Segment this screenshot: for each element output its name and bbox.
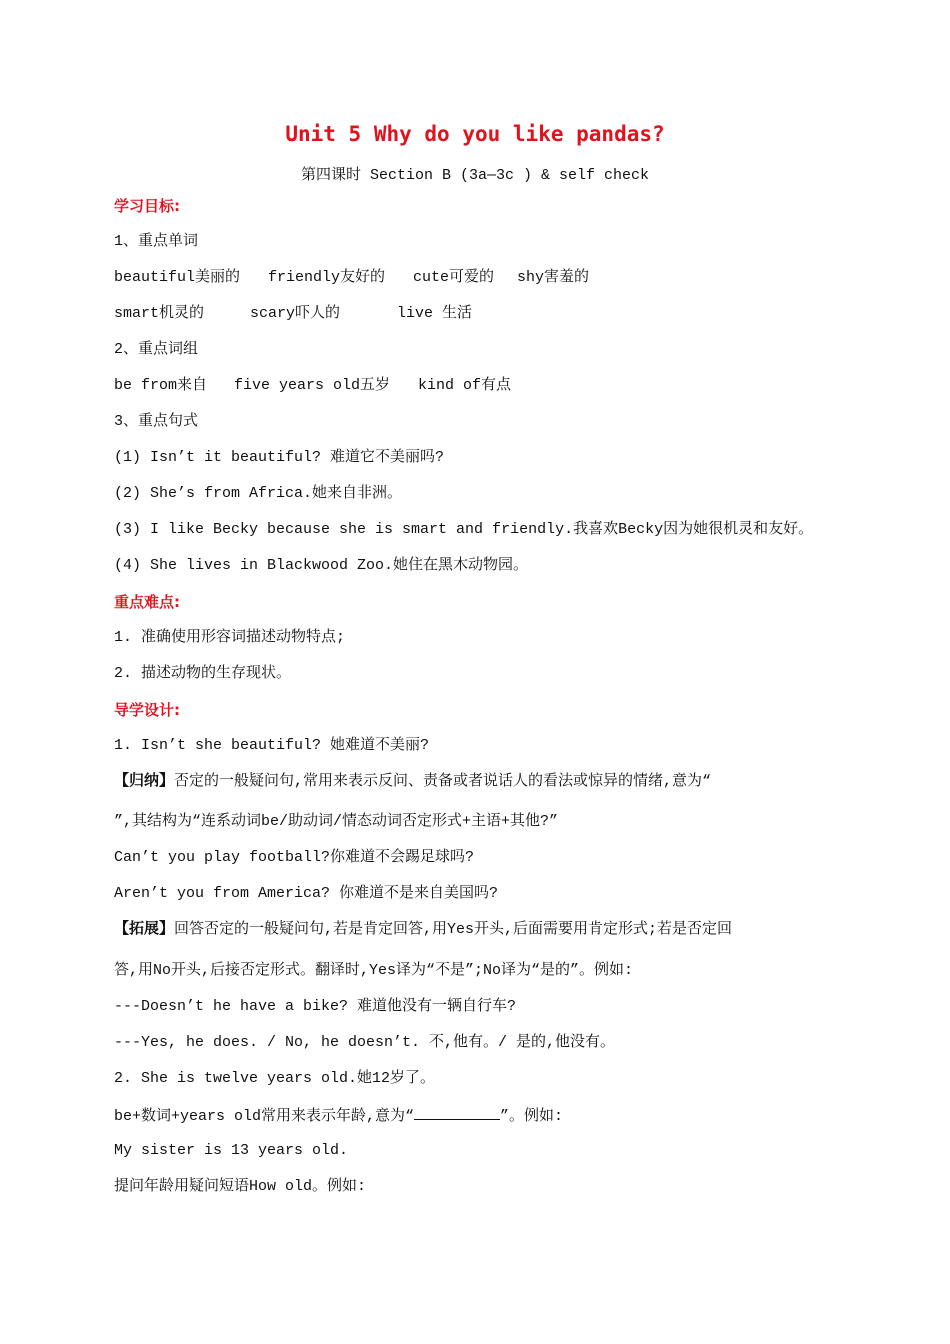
vocab-item: scary吓人的 — [250, 305, 341, 322]
key-points-heading: 重点难点: — [114, 593, 180, 611]
objectives-heading: 学习目标: — [114, 197, 180, 215]
key-point-item: 1. 准确使用形容词描述动物特点; — [114, 629, 346, 646]
vocab-item: cute可爱的 — [413, 269, 495, 286]
extend-tag: 【拓展】 — [114, 921, 175, 938]
vocab-item: shy害羞的 — [517, 269, 590, 286]
phrase-item: be from来自 — [114, 377, 208, 394]
sentence-item: (4) She lives in Blackwood Zoo.她住在黑木动物园。 — [114, 557, 529, 574]
extend-paragraph-line-2: 答,用No开头,后接否定形式。翻译时,Yes译为“不是”;No译为“是的”。例如: — [114, 962, 634, 979]
sentence-item: (2) She’s from Africa.她来自非洲。 — [114, 485, 403, 502]
summary-tag: 【归纳】 — [114, 773, 175, 790]
page-subtitle: 第四课时 Section B (3a—3c ) & self check — [300, 167, 650, 184]
words-heading: 1、重点单词 — [114, 233, 199, 250]
page-title: Unit 5 Why do you like pandas? — [285, 122, 665, 146]
sentence-item: (1) Isn’t it beautiful? 难道它不美丽吗? — [114, 449, 445, 466]
vocab-item: smart机灵的 — [114, 305, 205, 322]
summary-paragraph-line-1 — [114, 772, 844, 792]
vocab-item: live 生活 — [397, 305, 473, 322]
vocab-item: beautiful美丽的 — [114, 269, 241, 286]
example-sentence: Aren’t you from America? 你难道不是来自美国吗? — [114, 885, 499, 902]
age-text-after: ”。例如: — [500, 1108, 564, 1125]
extend-paragraph-line-1 — [114, 920, 844, 940]
dialog-line: ---Doesn’t he have a bike? 难道他没有一辆自行车? — [114, 998, 517, 1015]
example-sentence: Can’t you play football?你难道不会踢足球吗? — [114, 849, 475, 866]
dialog-line: ---Yes, he does. / No, he doesn’t. 不,他有。/ 是的,他没有。 — [114, 1034, 616, 1051]
fill-in-blank[interactable] — [414, 1105, 500, 1120]
phrase-item: kind of有点 — [418, 377, 512, 394]
summary-paragraph-line-2: ”,其结构为“连系动词be/助动词/情态动词否定形式+主语+其他?” — [114, 813, 559, 830]
extend-text: 回答否定的一般疑问句,若是肯定回答,用Yes开头,后面需要用肯定形式;若是否定回 — [174, 921, 733, 938]
guide-heading: 导学设计: — [114, 701, 180, 719]
guide-item-1: 1. Isn’t she beautiful? 她难道不美丽? — [114, 737, 430, 754]
guide-item-2: 2. She is twelve years old.她12岁了。 — [114, 1070, 436, 1087]
how-old-line: 提问年龄用疑问短语How old。例如: — [114, 1178, 367, 1195]
sentence-item: (3) I like Becky because she is smart and friendly.我喜欢Becky因为她很机灵和友好。 — [114, 521, 814, 538]
age-expression-line — [114, 1105, 844, 1127]
vocab-item: friendly友好的 — [268, 269, 386, 286]
example-sentence: My sister is 13 years old. — [114, 1142, 349, 1159]
summary-text: 否定的一般疑问句,常用来表示反问、责备或者说话人的看法或惊异的情绪,意为“ — [174, 773, 712, 790]
phrase-item: five years old五岁 — [234, 377, 391, 394]
sentences-heading: 3、重点句式 — [114, 413, 199, 430]
age-text: be+数词+years old常用来表示年龄,意为“ — [114, 1108, 415, 1125]
key-point-item: 2. 描述动物的生存现状。 — [114, 665, 292, 682]
phrases-heading: 2、重点词组 — [114, 341, 199, 358]
